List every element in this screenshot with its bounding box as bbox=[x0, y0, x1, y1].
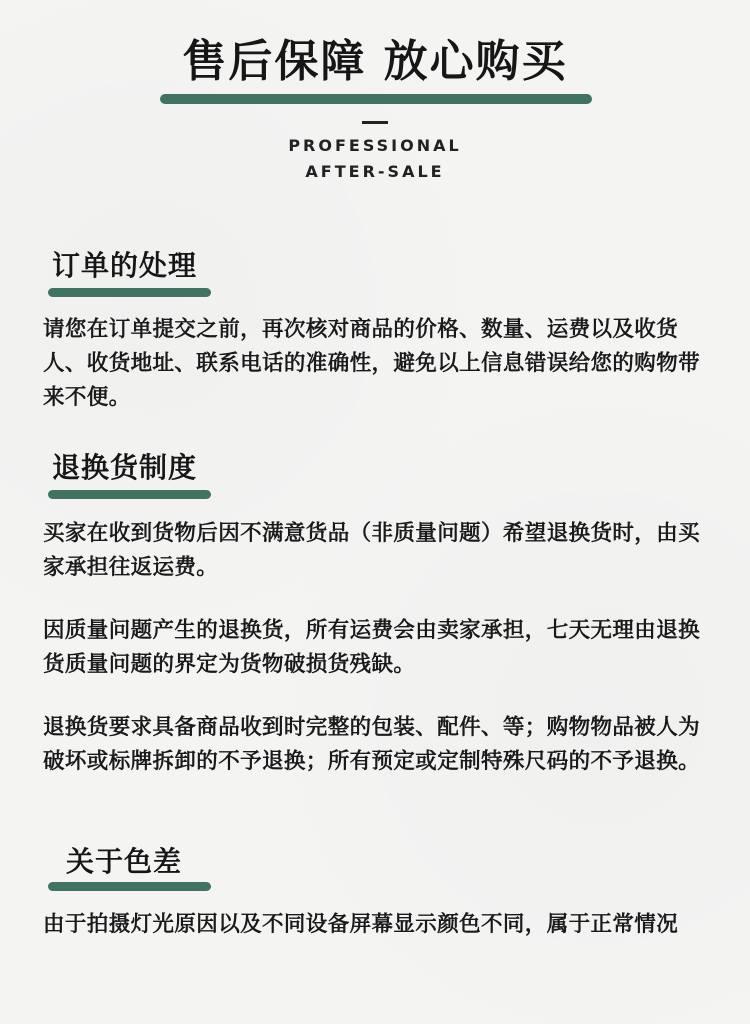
paragraph-return-buyer-pays: 买家在收到货物后因不满意货品（非质量问题）希望退换货时，由买家承担往返运费。 bbox=[43, 521, 701, 580]
section-bar-color-difference bbox=[48, 882, 211, 891]
title-dash-divider bbox=[362, 121, 388, 124]
section-title-color-difference: 关于色差 bbox=[66, 845, 183, 878]
paragraph-return-quality-issue: 因质量问题产生的退换货，所有运费会由卖家承担，七天无理由退换货质量问题的界定为货物破损货残缺。 bbox=[43, 618, 701, 677]
page-title: 售后保障 放心购买 bbox=[182, 36, 568, 87]
title-underline-bar bbox=[160, 94, 592, 104]
section-bar-return-policy bbox=[48, 490, 211, 499]
section-title-order-processing: 订单的处理 bbox=[52, 249, 198, 282]
subtitle-after-sale: AFTER-SALE bbox=[305, 162, 445, 181]
paragraph-order-processing: 请您在订单提交之前，再次核对商品的价格、数量、运费以及收货人、收货地址、联系电话的准确性，避免以上信息错误给您的购物带来不便。 bbox=[43, 317, 701, 410]
subtitle-professional: PROFESSIONAL bbox=[288, 136, 462, 155]
paragraph-color-difference: 由于拍摄灯光原因以及不同设备屏幕显示颜色不同，属于正常情况 bbox=[43, 912, 679, 937]
paragraph-return-requirements: 退换货要求具备商品收到时完整的包装、配件、等；购物物品被人为破坏或标牌拆卸的不予退换；所有预定或定制特殊尺码的不予退换。 bbox=[43, 715, 701, 774]
section-bar-order-processing bbox=[48, 288, 211, 297]
section-title-return-policy: 退换货制度 bbox=[52, 451, 198, 484]
